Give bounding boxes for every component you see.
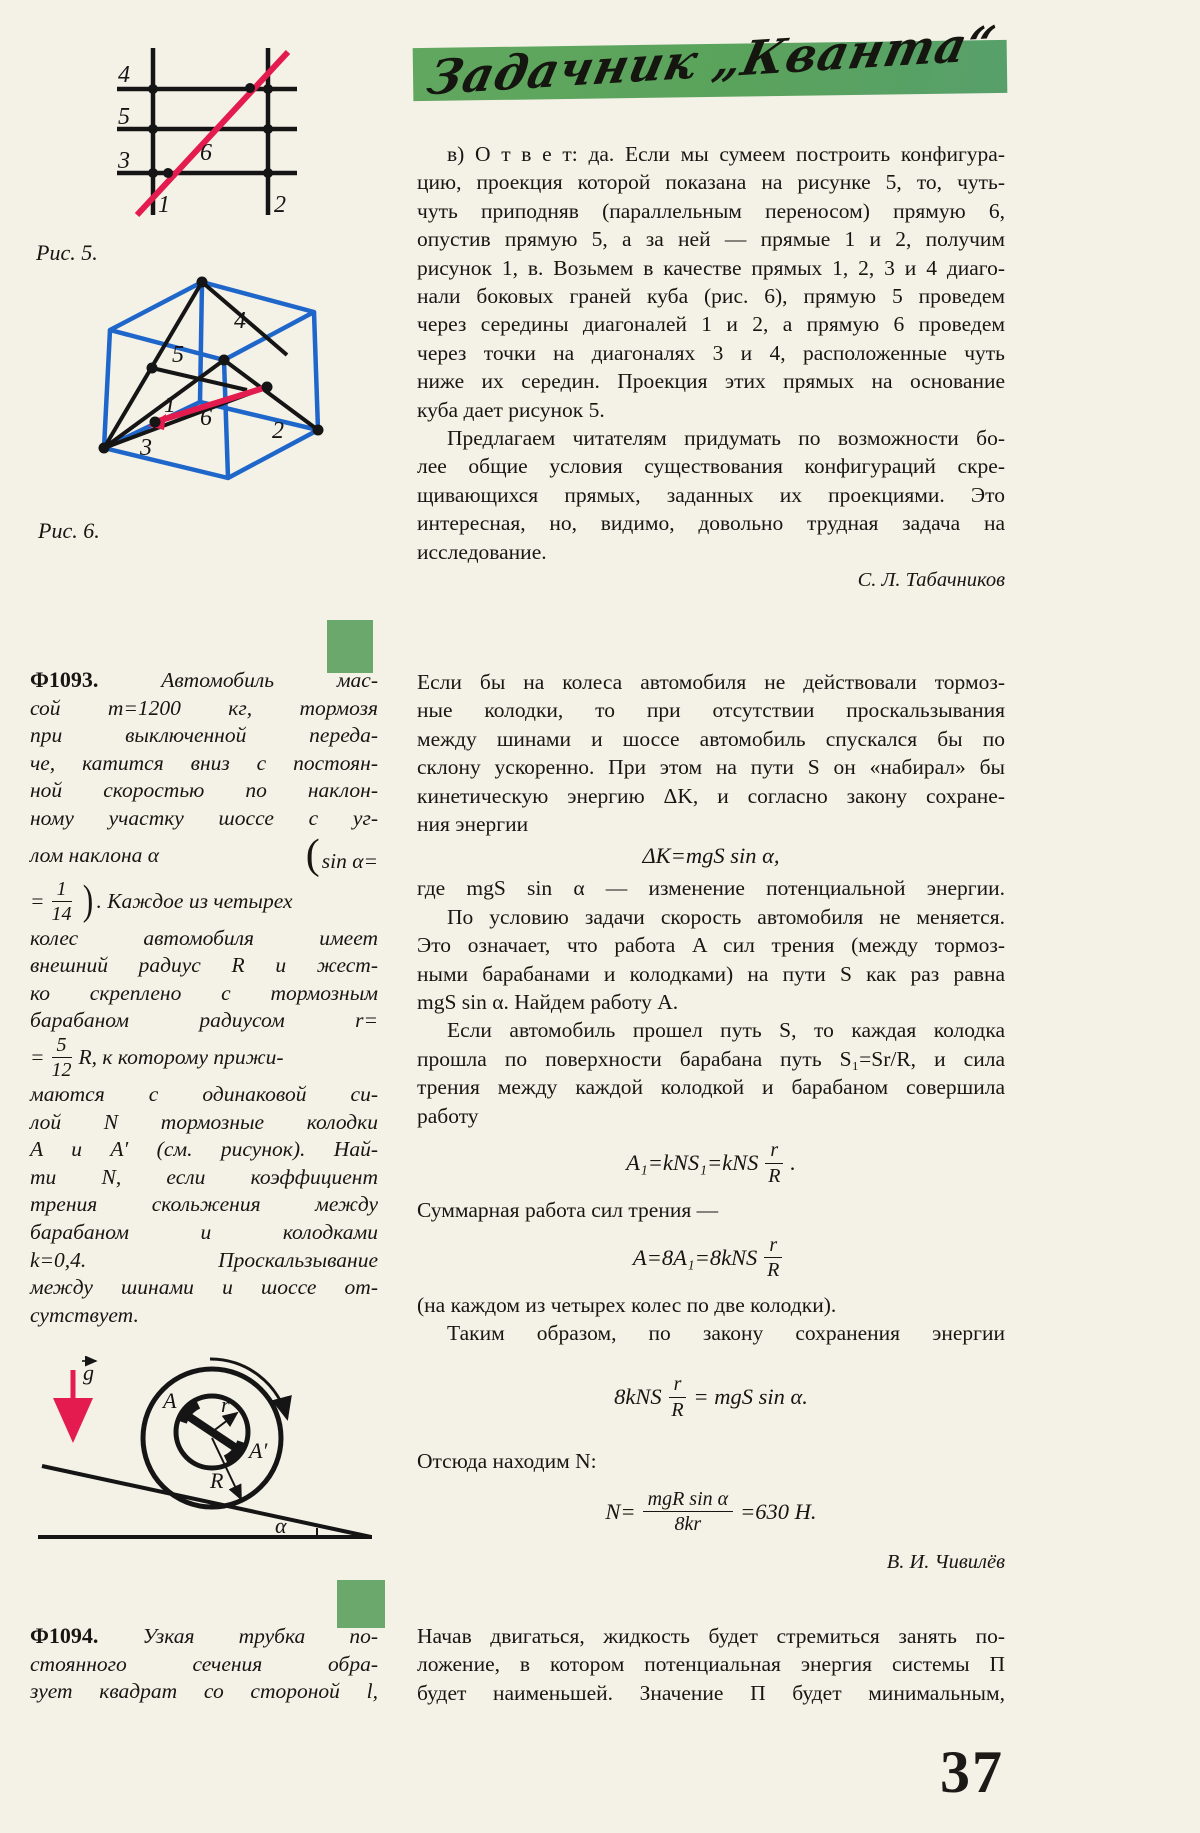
label-A: A bbox=[163, 1388, 177, 1413]
problem-number: Ф1094. bbox=[30, 1623, 99, 1648]
problem-f1093-fraction14-line: = $\frac{1}{14}$ ) . Каждое из четырех bbox=[30, 877, 293, 926]
text-line: барабаном радиусом r= bbox=[30, 1008, 378, 1033]
fig5-label-4: 4 bbox=[118, 62, 130, 88]
label-r: r bbox=[221, 1392, 230, 1417]
solution-paragraph-where bbox=[417, 874, 1005, 902]
text-line: интересная, но, видимо, довольно трудная задача на bbox=[417, 511, 1005, 536]
problem-f1093-angle-line: лом наклона α (sin α= bbox=[30, 831, 378, 878]
text-line: склону ускоренно. При этом на пути S он «набирал» бы bbox=[417, 755, 1005, 780]
fig6-caption: Рис. 6. bbox=[38, 518, 100, 543]
text-line: Предлагаем читателям придумать по возможности бо- bbox=[447, 426, 1005, 451]
text-line: ния энергии bbox=[417, 812, 529, 837]
text-line: маются с одинаковой си- bbox=[30, 1081, 378, 1106]
text-line: где mgS sin α — изменение потенциальной энергии. bbox=[417, 876, 1005, 901]
text-line: лой N тормозные колодки bbox=[30, 1109, 378, 1134]
text-line: стоянного сечения обра- bbox=[30, 1651, 378, 1676]
text-line: ниже их середин. Проекция этих прямых на основание bbox=[417, 369, 1005, 394]
text-line: (на каждом из четырех колес по две колодки). bbox=[417, 1292, 837, 1317]
solution-f1094-start bbox=[417, 1622, 1005, 1707]
solution-paragraph-uslovie bbox=[417, 903, 1005, 1017]
incline-line bbox=[42, 1466, 371, 1537]
text-line: зует квадрат со стороной l, bbox=[30, 1679, 378, 1704]
problem-f1093-lines-a bbox=[30, 695, 378, 833]
text-line: трения скольжения между bbox=[30, 1192, 378, 1217]
fraction-r-R: $\frac{r}{R}$ bbox=[669, 1373, 687, 1421]
text-line: Суммарная работа сил трения — bbox=[417, 1198, 719, 1223]
text-line: кинетическую энергию ΔK, и согласно закону сохране- bbox=[417, 783, 1005, 808]
text-line: опустив прямую 5, а за ней — прямые 1 и 2, получим bbox=[417, 227, 1005, 252]
label-alpha: α bbox=[275, 1513, 287, 1538]
text-line: Начав двигаться, жидкость будет стремиться занять по- bbox=[417, 1624, 1005, 1648]
text-line: mgS sin α. Найдем работу A. bbox=[417, 990, 679, 1015]
text-line: в) О т в е т: да. Если мы сумеем построить конфигура- bbox=[447, 142, 1005, 166]
text-line: ти N, если коэффициент bbox=[30, 1164, 378, 1189]
text-line: между шинами и шоссе от- bbox=[30, 1275, 378, 1300]
page-number: 37 bbox=[940, 1739, 1004, 1805]
figure-5-projection-diagram bbox=[88, 38, 328, 228]
formula-balance: 8kNS $\frac{r}{R}$ = mgS sin α. bbox=[614, 1373, 808, 1421]
text-line: Если бы на колеса автомобиля не действовали тормоз- bbox=[417, 670, 1005, 694]
fig5-caption: Рис. 5. bbox=[36, 240, 98, 265]
label-R: R bbox=[210, 1468, 224, 1493]
answer-paragraph-2 bbox=[417, 424, 1005, 566]
text-line: цию, проекция которой показана на рисунке 5, то, чуть- bbox=[417, 170, 1005, 195]
fig6-label-4: 4 bbox=[234, 308, 246, 334]
formula-A1: A₁=kNS₁=kNS $\frac{r}{R}$ . bbox=[626, 1139, 796, 1187]
text-line: че, катится вниз с постоян- bbox=[30, 750, 378, 775]
formula-result-N: N= $\frac{\text{mgR sin α}}{8kr}$ =630 Н. bbox=[605, 1487, 817, 1536]
problem-f1093-first-line: Ф1093. Автомобиль мас- bbox=[30, 667, 378, 692]
text-line: трения между каждой колодкой и барабаном совершила bbox=[417, 1075, 1005, 1100]
solution2-lines bbox=[417, 1622, 1005, 1707]
fig6-label-1: 1 bbox=[164, 392, 176, 418]
text-line: между шинами и шоссе автомобиль спускался бы по bbox=[417, 726, 1005, 751]
answer-section bbox=[417, 140, 1005, 594]
text-line: ложение, в котором потенциальная энергия системы П bbox=[417, 1652, 1005, 1677]
fig6-label-3: 3 bbox=[140, 435, 152, 461]
text-line: ной скоростью по наклон- bbox=[30, 778, 378, 803]
problem-f1093 bbox=[30, 666, 378, 1329]
problem-number: Ф1093. bbox=[30, 667, 99, 692]
answer-paragraph-1 bbox=[417, 140, 1005, 424]
figure-6-cube-diagram bbox=[52, 250, 352, 495]
problem-f1093-lines-b bbox=[30, 925, 378, 1035]
problem-f1094 bbox=[30, 1622, 378, 1706]
solution-paragraph-1 bbox=[417, 668, 1005, 838]
fraction-r-R: $\frac{r}{R}$ bbox=[765, 1139, 783, 1187]
text-line: ко скреплено с тормозным bbox=[30, 980, 378, 1005]
solution-paragraph-esli bbox=[417, 1016, 1005, 1130]
text-line: нали боковых граней куба (рис. 6), прямую 5 проведем bbox=[417, 284, 1005, 309]
problem-f1093-fraction512-line: = $\frac{5}{12}$ R, к которому прижи- bbox=[30, 1034, 284, 1082]
fig5-label-1: 1 bbox=[158, 192, 170, 218]
text-line: Если автомобиль прошел путь S, то каждая колодка bbox=[447, 1018, 1005, 1043]
wheel-on-incline-figure bbox=[30, 1356, 380, 1568]
text-line: A и A′ (см. рисунок). Най- bbox=[30, 1137, 378, 1162]
text-line: исследование. bbox=[417, 539, 547, 564]
label-g: g bbox=[83, 1360, 94, 1385]
red-line-6 bbox=[137, 52, 288, 215]
text-line: будет наименьшей. Значение П будет минимальным, bbox=[417, 1680, 1005, 1705]
solution-f1093 bbox=[417, 668, 1005, 1576]
formula-energy: ΔK=mgS sin α, bbox=[642, 843, 780, 869]
text-line: k=0,4. Проскальзывание bbox=[30, 1247, 378, 1272]
fig5-label-5: 5 bbox=[118, 104, 130, 130]
fig5-label-6: 6 bbox=[200, 140, 212, 166]
fraction-mgR-8kr: $\frac{\text{mgR sin α}}{8kr}$ bbox=[643, 1488, 734, 1536]
text-line: По условию задачи скорость автомобиля не меняется. bbox=[447, 904, 1005, 929]
solution-paragraph-takim bbox=[417, 1319, 1005, 1347]
label-A-prime: A′ bbox=[249, 1438, 268, 1463]
author-signature-2: В. И. Чивилёв bbox=[886, 1550, 1005, 1573]
fig5-label-2: 2 bbox=[274, 192, 286, 218]
text-line: барабаном и колодками bbox=[30, 1219, 378, 1244]
problem-f1094-lines bbox=[30, 1651, 378, 1706]
text-line: ному участку шоссе с уг- bbox=[30, 805, 378, 830]
text-line: рисунок 1, в. Возьмем в качестве прямых 1, 2, 3 и 4 диаго- bbox=[417, 255, 1005, 280]
text-line: сутствует. bbox=[30, 1302, 139, 1327]
text-line: через точки на диагоналях 3 и 4, расположенные чуть bbox=[417, 340, 1005, 365]
text-line: сой m=1200 кг, тормозя bbox=[30, 695, 378, 720]
text-line: через середины диагоналей 1 и 2, а прямую 6 проведем bbox=[417, 312, 1005, 337]
text-line: Таким образом, по закону сохранения энергии bbox=[447, 1320, 1005, 1345]
text-line: ными барабанами и колодками) на пути S как раз равна bbox=[417, 961, 1005, 986]
text-line: чуть приподняв (параллельным переносом) прямую 6, bbox=[417, 198, 1005, 223]
fig6-label-5: 5 bbox=[172, 342, 184, 368]
fig5-label-3: 3 bbox=[118, 148, 130, 174]
text-line: Это означает, что работа A сил трения (между тормоз- bbox=[417, 933, 1005, 958]
solution-paragraph-otsyuda bbox=[417, 1447, 1005, 1475]
author-signature-1: С. Л. Табачников bbox=[857, 569, 1005, 592]
text-line: колес автомобиля имеет bbox=[30, 925, 378, 950]
solution-paragraph-summ bbox=[417, 1196, 1005, 1224]
formula-A-total: A=8A₁=8kNS $\frac{r}{R}$ bbox=[417, 1225, 1005, 1291]
fraction-5-12: $\frac{5}{12}$ bbox=[51, 1034, 72, 1082]
problem-f1094-first-line: Ф1094. Узкая трубка по- bbox=[30, 1623, 378, 1648]
fraction-1-14: $\frac{1}{14}$ bbox=[51, 877, 72, 926]
text-line: щивающихся прямых, заданных их проекциями. Это bbox=[417, 482, 1005, 507]
fig6-label-6: 6 bbox=[200, 405, 212, 431]
text-line: прошла по поверхности барабана путь S₁=Sr/R, и сила bbox=[417, 1046, 1005, 1071]
fig6-label-2: 2 bbox=[272, 418, 284, 444]
problem-f1093-lines-c bbox=[30, 1081, 378, 1329]
problem-marker-square-2 bbox=[337, 1580, 385, 1628]
text-line: Отсюда находим N: bbox=[417, 1449, 597, 1474]
text-line: работу bbox=[417, 1103, 479, 1128]
text-line: куба дает рисунок 5. bbox=[417, 397, 605, 422]
text-line: лее общие условия существования конфигураций скре- bbox=[417, 454, 1005, 479]
text-line: ные колодки, то при отсутствии проскальзывания bbox=[417, 698, 1005, 723]
fraction-r-R: $\frac{r}{R}$ bbox=[764, 1234, 782, 1282]
section-title: Задачник „Кванта“ bbox=[422, 16, 1001, 107]
solution-paragraph-kolodki bbox=[417, 1291, 1005, 1319]
text-line: при выключенной переда- bbox=[30, 723, 378, 748]
text-line: внешний радиус R и жест- bbox=[30, 953, 378, 978]
